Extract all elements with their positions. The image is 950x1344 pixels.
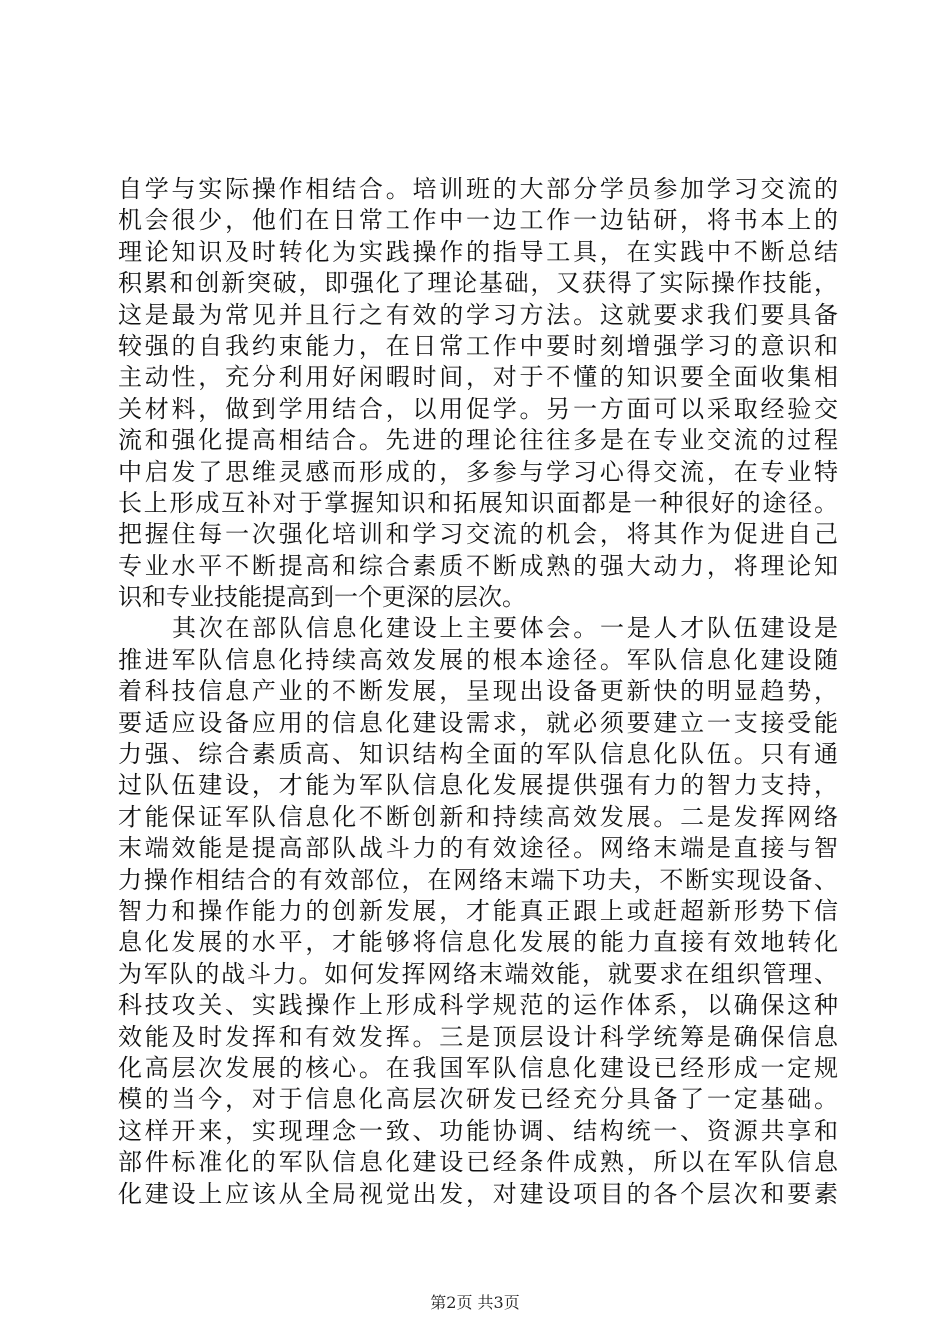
text-line: 专业水平不断提高和综合素质不断成熟的强大动力，将理论知 (118, 551, 838, 580)
text-line: 推进军队信息化持续高效发展的根本途径。军队信息化建设随 (118, 645, 838, 674)
text-line: 力强、综合素质高、知识结构全面的军队信息化队伍。只有通 (118, 740, 838, 769)
text-line: 较强的自我约束能力，在日常工作中要时刻增强学习的意识和 (118, 331, 838, 360)
text-line: 智力和操作能力的创新发展，才能真正跟上或赶超新形势下信 (118, 896, 838, 925)
text-line: 末端效能是提高部队战斗力的有效途径。网络末端是直接与智 (118, 834, 838, 863)
text-line: 息化发展的水平，才能够将信息化发展的能力直接有效地转化 (118, 928, 838, 957)
text-line: 过队伍建设，才能为军队信息化发展提供强有力的智力支持， (118, 771, 838, 800)
text-line: 这是最为常见并且行之有效的学习方法。这就要求我们要具备 (118, 300, 838, 329)
text-line: 自学与实际操作相结合。培训班的大部分学员参加学习交流的 (118, 175, 838, 203)
page-number-footer: 第2页 共3页 (430, 1293, 520, 1312)
text-line: 流和强化提高相结合。先进的理论往往多是在专业交流的过程 (118, 426, 838, 455)
paragraph-start-line: 其次在部队信息化建设上主要体会。一是人才队伍建设是 (172, 614, 838, 643)
text-line: 为军队的战斗力。如何发挥网络末端效能，就要求在组织管理、 (118, 959, 838, 988)
text-line: 化高层次发展的核心。在我国军队信息化建设已经形成一定规 (118, 1053, 838, 1082)
text-line: 力操作相结合的有效部位，在网络末端下功夫，不断实现设备、 (118, 865, 838, 894)
text-line: 要适应设备应用的信息化建设需求，就必须要建立一支接受能 (118, 708, 838, 737)
text-line: 才能保证军队信息化不断创新和持续高效发展。二是发挥网络 (118, 802, 838, 831)
text-line: 机会很少，他们在日常工作中一边工作一边钻研，将书本上的 (118, 206, 838, 235)
text-line: 识和专业技能提高到一个更深的层次。 (118, 583, 526, 612)
text-line: 化建设上应该从全局视觉出发，对建设项目的各个层次和要素 (118, 1179, 838, 1208)
text-line: 科技攻关、实践操作上形成科学规范的运作体系，以确保这种 (118, 991, 838, 1020)
text-line: 理论知识及时转化为实践操作的指导工具，在实践中不断总结 (118, 237, 838, 266)
text-line: 积累和创新突破，即强化了理论基础，又获得了实际操作技能， (118, 269, 838, 298)
text-line: 主动性，充分利用好闲暇时间，对于不懂的知识要全面收集相 (118, 363, 838, 392)
text-line: 着科技信息产业的不断发展，呈现出设备更新快的明显趋势， (118, 677, 838, 706)
text-line: 模的当今，对于信息化高层次研发已经充分具备了一定基础。 (118, 1085, 838, 1114)
body-text (118, 174, 838, 1210)
text-line: 中启发了思维灵感而形成的，多参与学习心得交流，在专业特 (118, 457, 838, 486)
text-line: 把握住每一次强化培训和学习交流的机会，将其作为促进自己 (118, 520, 838, 549)
text-line: 部件标准化的军队信息化建设已经条件成熟，所以在军队信息 (118, 1148, 838, 1177)
text-line: 关材料，做到学用结合，以用促学。另一方面可以采取经验交 (118, 394, 838, 423)
text-line: 长上形成互补对于掌握知识和拓展知识面都是一种很好的途径。 (118, 488, 838, 517)
text-line: 这样开来，实现理念一致、功能协调、结构统一、资源共享和 (118, 1116, 838, 1145)
text-line: 效能及时发挥和有效发挥。三是顶层设计科学统筹是确保信息 (118, 1022, 838, 1051)
